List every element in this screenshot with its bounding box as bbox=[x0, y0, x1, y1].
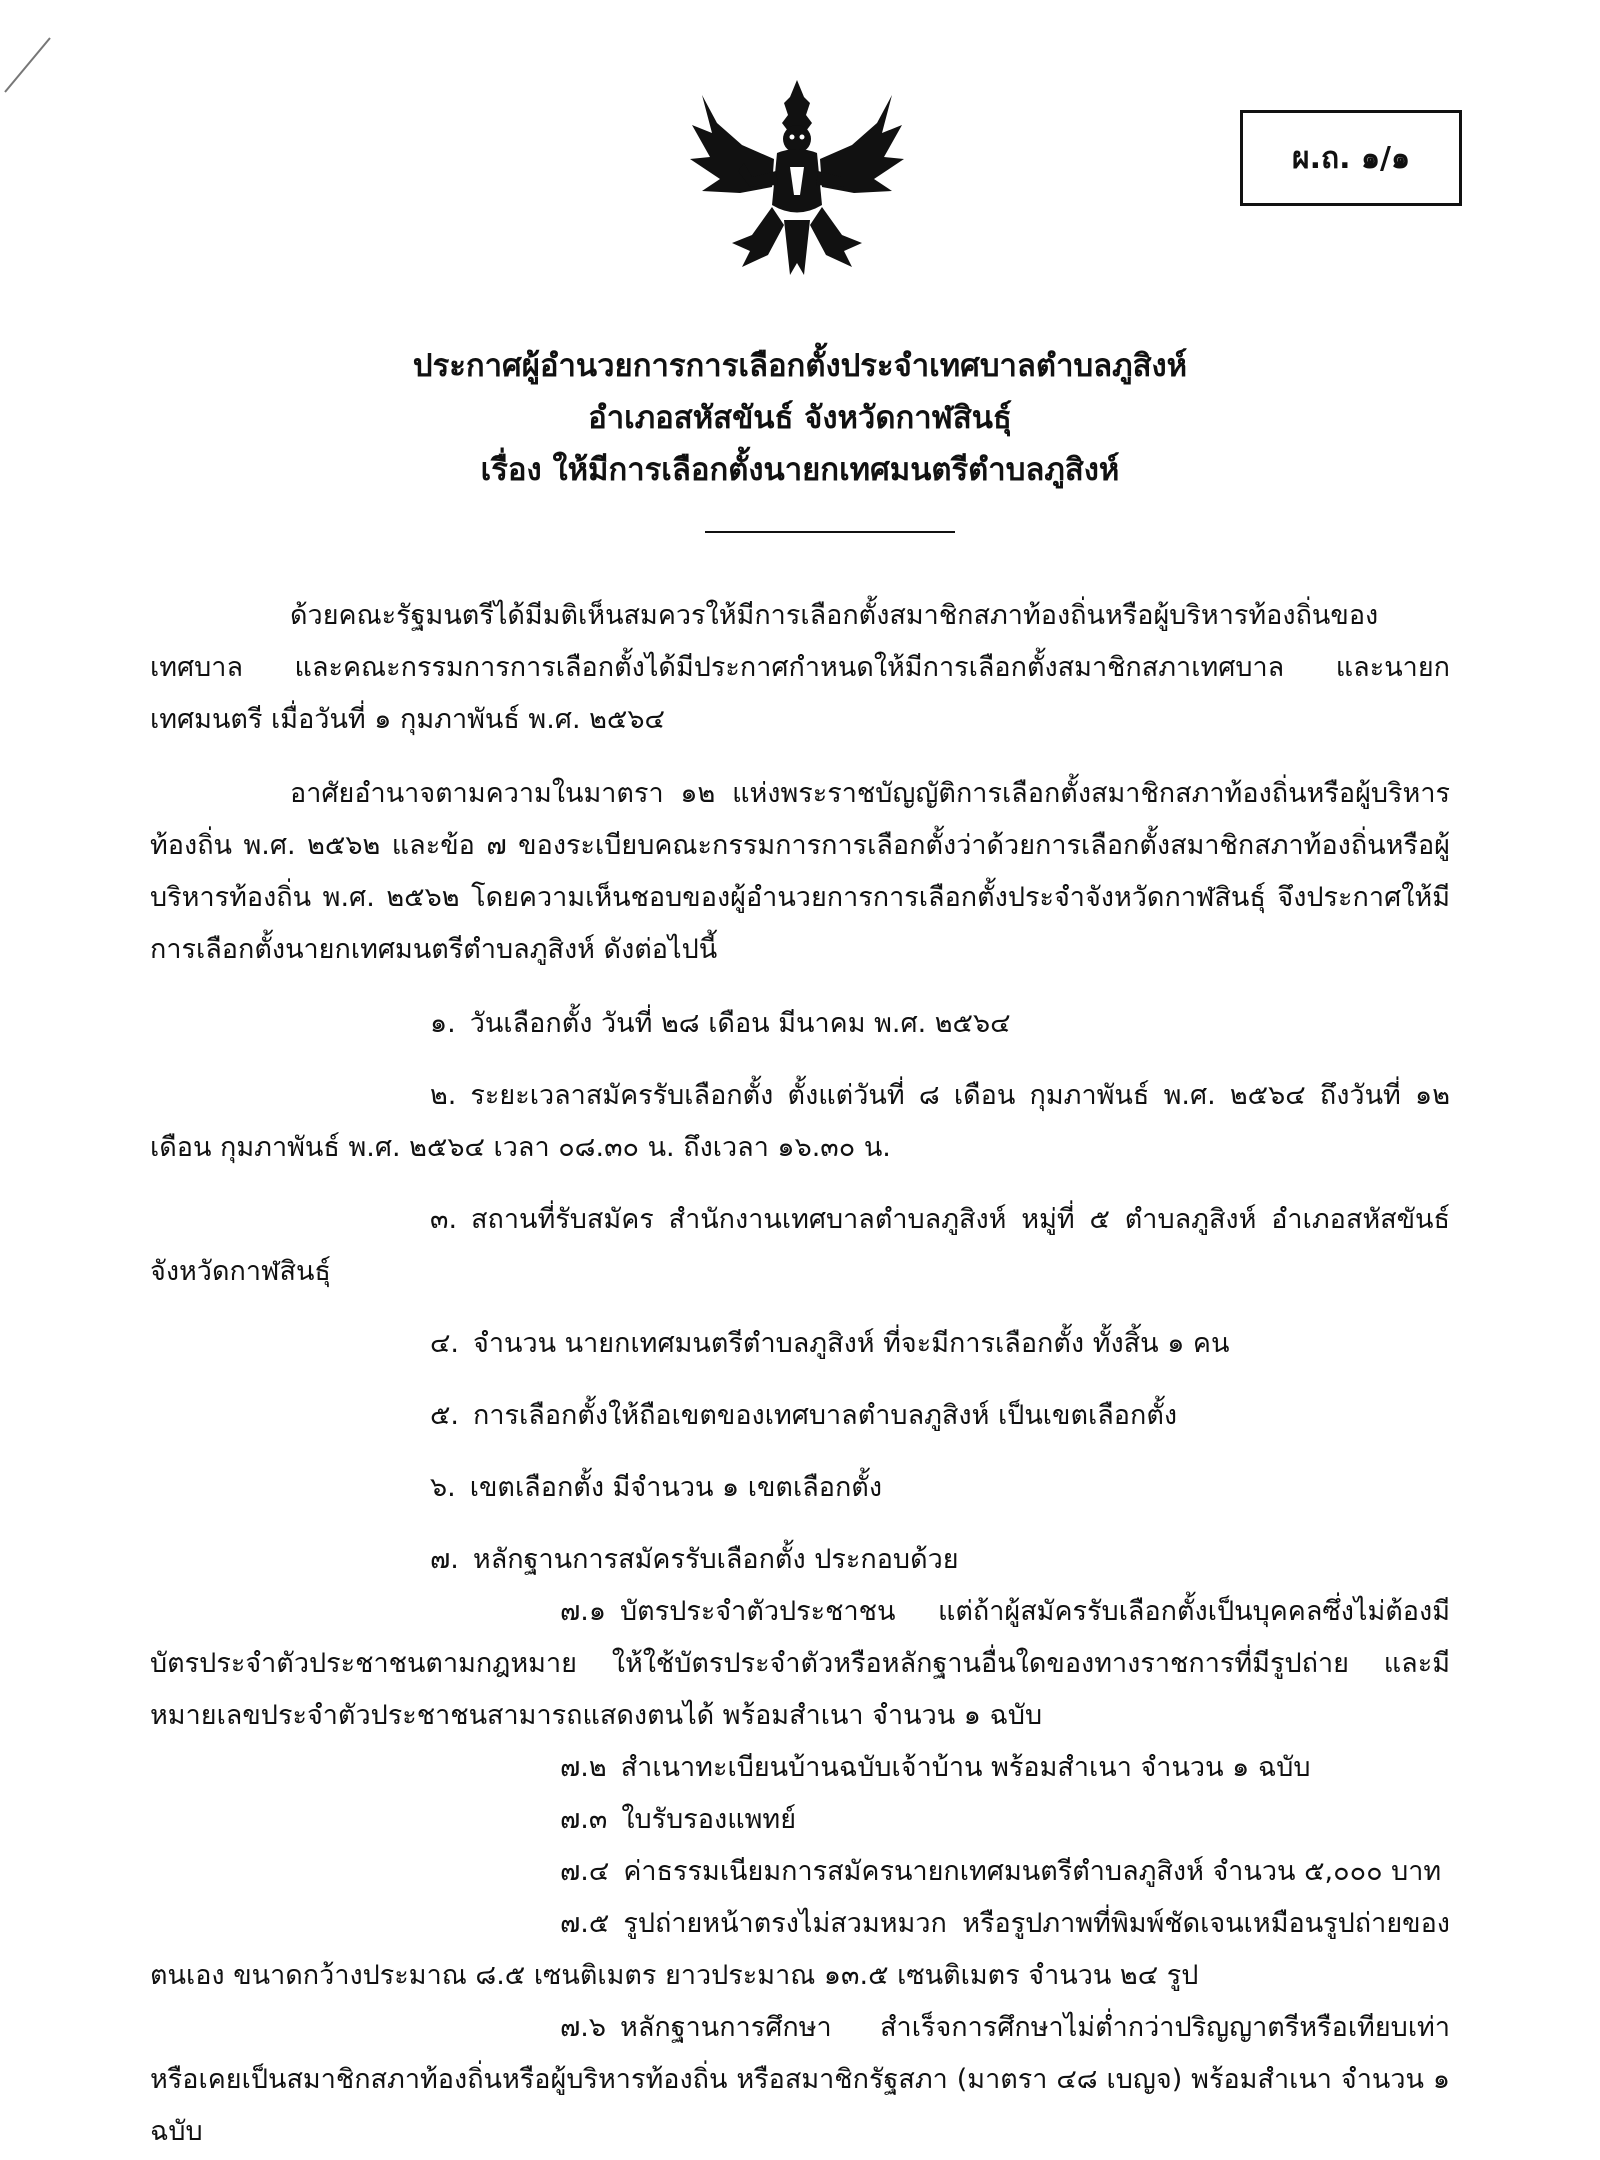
title-line-2: อำเภอสหัสขันธ์ จังหวัดกาฬสินธุ์ bbox=[588, 400, 1012, 436]
garuda-emblem-icon bbox=[672, 75, 922, 285]
list-item bbox=[150, 1534, 1450, 1586]
item-number: ๔. bbox=[430, 1328, 460, 1359]
item-text: จำนวน นายกเทศมนตรีตำบลภูสิงห์ ที่จะมีการเลือกตั้ง ทั้งสิ้น ๑ คน bbox=[473, 1328, 1230, 1359]
list-item bbox=[150, 998, 1450, 1050]
announcement-title bbox=[200, 340, 1400, 496]
title-line-1: ประกาศผู้อำนวยการการเลือกตั้งประจำเทศบาลตำบลภูสิงห์ bbox=[412, 348, 1188, 384]
sub-item-text: หลักฐานการศึกษา สำเร็จการศึกษาไม่ต่ำกว่าปริญญาตรีหรือเทียบเท่า หรือเคยเป็นสมาชิกสภาท้องถิ่นหรือผู้บริหารท้องถิ่น หรือสมาชิกรัฐสภา (มาตรา ๔๘ เบญจ) พร้อมสำเนา จำนวน ๑ ฉบับ bbox=[150, 2012, 1450, 2147]
title-line-3: เรื่อง ให้มีการเลือกตั้งนายกเทศมนตรีตำบลภูสิงห์ bbox=[480, 452, 1120, 488]
list-item bbox=[150, 1070, 1450, 1174]
sub-item-text: ค่าธรรมเนียมการสมัครนายกเทศมนตรีตำบลภูสิงห์ จำนวน ๕,๐๐๐ บาท bbox=[623, 1856, 1442, 1887]
sub-list-item bbox=[150, 1846, 1450, 1898]
sub-item-text: สำเนาทะเบียนบ้านฉบับเจ้าบ้าน พร้อมสำเนา จำนวน ๑ ฉบับ bbox=[620, 1752, 1311, 1783]
list-item bbox=[150, 1194, 1450, 1298]
sub-item-number: ๗.๓ bbox=[560, 1804, 608, 1835]
item-number: ๕. bbox=[430, 1400, 460, 1431]
sub-item-text: บัตรประจำตัวประชาชน แต่ถ้าผู้สมัครรับเลือกตั้งเป็นบุคคลซึ่งไม่ต้องมีบัตรประจำตัวประชาชนตามกฎหมาย ให้ใช้บัตรประจำตัวหรือหลักฐานอื่นใดของทางราชการที่มีรูปถ่าย และมีหมายเลขประจำตัวประชาชนสามารถแสดงตนได้ พร้อมสำเนา จำนวน ๑ ฉบับ bbox=[150, 1596, 1450, 1731]
announcement-body bbox=[150, 590, 1450, 2158]
sub-list-item bbox=[150, 1586, 1450, 1742]
list-item bbox=[150, 1462, 1450, 1514]
item-text: วันเลือกตั้ง วันที่ ๒๘ เดือน มีนาคม พ.ศ. ๒๕๖๔ bbox=[469, 1008, 1011, 1039]
form-code-box bbox=[1240, 110, 1462, 206]
form-code: ผ.ถ. ๑/๑ bbox=[1291, 140, 1411, 176]
intro-paragraph-1: ด้วยคณะรัฐมนตรีได้มีมติเห็นสมควรให้มีการเลือกตั้งสมาชิกสภาท้องถิ่นหรือผู้บริหารท้องถิ่นของเทศบาล และคณะกรรมการการเลือกตั้งได้มีประกาศกำหนดให้มีการเลือกตั้งสมาชิกสภาเทศบาล และนายกเทศมนตรี เมื่อวันที่ ๑ กุมภาพันธ์ พ.ศ. ๒๕๖๔ bbox=[150, 600, 1450, 735]
sub-item-number: ๗.๒ bbox=[560, 1752, 607, 1783]
sub-list-item bbox=[150, 1898, 1450, 2002]
intro-paragraph-2: อาศัยอำนาจตามความในมาตรา ๑๒ แห่งพระราชบัญญัติการเลือกตั้งสมาชิกสภาท้องถิ่นหรือผู้บริหารท้องถิ่น พ.ศ. ๒๕๖๒ และข้อ ๗ ของระเบียบคณะกรรมการการเลือกตั้งว่าด้วยการเลือกตั้งสมาชิกสภาท้องถิ่นหรือผู้บริหารท้องถิ่น พ.ศ. ๒๕๖๒ โดยความเห็นชอบของผู้อำนวยการการเลือกตั้งประจำจังหวัดกาฬสินธุ์ จึงประกาศให้มีการเลือกตั้งนายกเทศมนตรีตำบลภูสิงห์ ดังต่อไปนี้ bbox=[150, 778, 1450, 965]
sub-list-item bbox=[150, 1742, 1450, 1794]
item-text: เขตเลือกตั้ง มีจำนวน ๑ เขตเลือกตั้ง bbox=[469, 1472, 883, 1503]
item-number: ๓. bbox=[430, 1204, 458, 1235]
sub-item-number: ๗.๑ bbox=[560, 1596, 607, 1627]
sub-list-item bbox=[150, 1794, 1450, 1846]
item-text: สถานที่รับสมัคร สำนักงานเทศบาลตำบลภูสิงห์ หมู่ที่ ๕ ตำบลภูสิงห์ อำเภอสหัสขันธ์ จังหวัดกาฬสินธุ์ bbox=[150, 1204, 1450, 1287]
item-text: ระยะเวลาสมัครรับเลือกตั้ง ตั้งแต่วันที่ ๘ เดือน กุมภาพันธ์ พ.ศ. ๒๕๖๔ ถึงวันที่ ๑๒ เดือน กุมภาพันธ์ พ.ศ. ๒๕๖๔ เวลา ๐๘.๓๐ น. ถึงเวลา ๑๖.๓๐ น. bbox=[150, 1080, 1450, 1163]
item-text: หลักฐานการสมัครรับเลือกตั้ง ประกอบด้วย bbox=[472, 1544, 959, 1575]
scan-mark-icon bbox=[0, 30, 60, 100]
item-text: การเลือกตั้งให้ถือเขตของเทศบาลตำบลภูสิงห์ เป็นเขตเลือกตั้ง bbox=[473, 1400, 1178, 1431]
sub-item-number: ๗.๕ bbox=[560, 1908, 610, 1939]
list-item bbox=[150, 1318, 1450, 1370]
item-number: ๑. bbox=[430, 1008, 456, 1039]
sub-list-item bbox=[150, 2002, 1450, 2158]
sub-item-number: ๗.๔ bbox=[560, 1856, 610, 1887]
item-number: ๗. bbox=[430, 1544, 459, 1575]
list-item bbox=[150, 1390, 1450, 1442]
sub-item-number: ๗.๖ bbox=[560, 2012, 607, 2043]
title-divider bbox=[705, 531, 955, 533]
item-number: ๖. bbox=[430, 1472, 456, 1503]
sub-item-text: รูปถ่ายหน้าตรงไม่สวมหมวก หรือรูปภาพที่พิมพ์ชัดเจนเหมือนรูปถ่ายของตนเอง ขนาดกว้างประมาณ ๘.๕ เซนติเมตร ยาวประมาณ ๑๓.๕ เซนติเมตร จำนวน ๒๔ รูป bbox=[150, 1908, 1450, 1991]
item-number: ๒. bbox=[430, 1080, 457, 1111]
sub-item-text: ใบรับรองแพทย์ bbox=[621, 1804, 797, 1835]
